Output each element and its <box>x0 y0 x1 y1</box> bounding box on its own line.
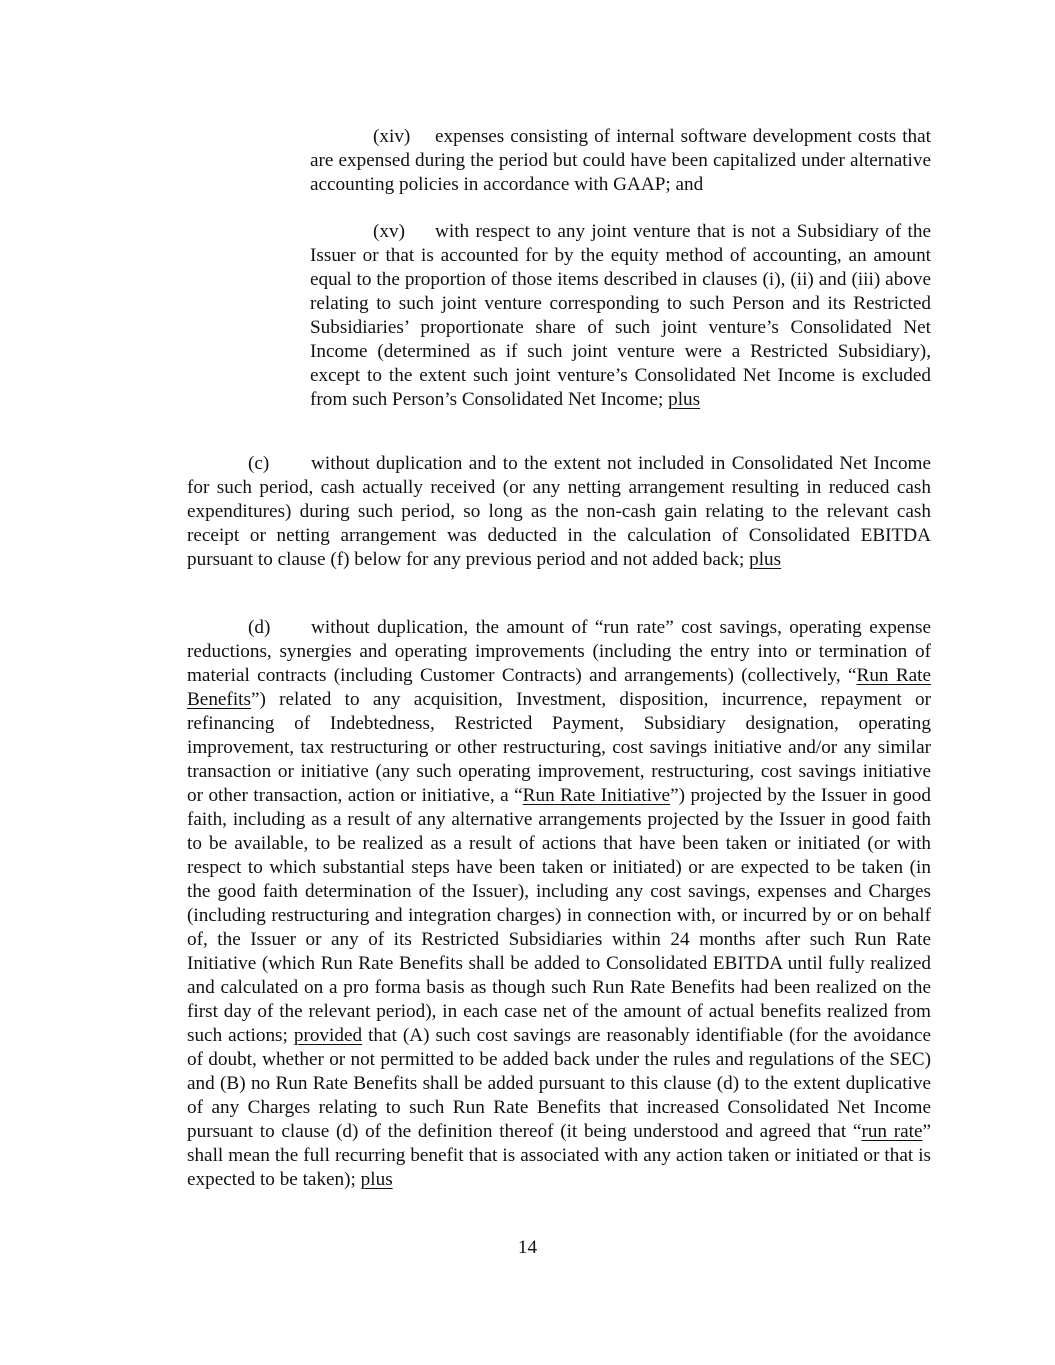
clause-xv-text: with respect to any joint venture that is not a Subsidiary of the Issuer or that is accounted for by the equity method of accounting, an amount equal to the proportion of those items described in clauses (i), (ii) and (iii) above relating to such joint venture corresponding to such Person and its Restricted Subsidiaries’ proportionate share of such joint venture’s Consolidated Net Income (determined as if such joint venture were a Restricted Subsidiary), except to the extent such joint venture’s Consolidated Net Income is excluded from such Person’s Consolidated Net Income; <box>310 221 931 410</box>
term-run-rate-benefits: Run Rate Benefits <box>187 665 931 710</box>
clause-d-text-5: ” shall mean the full recurring benefit that is associated with any action taken or initiated or that is expected to be taken); <box>187 1121 931 1190</box>
clause-c <box>187 452 931 572</box>
clause-d-text-3: ”) projected by the Issuer in good faith, including as a result of any alternative arrangements projected by the Issuer in good faith to be available, to be realized as a result of actions that have been taken or initiated (or with respect to which substantial steps have been taken or initiated) or are expected to be taken (in the good faith determination of the Issuer), including any cost savings, expenses and Charges (including restructuring and integration charges) in connection with, or incurred by or on behalf of, the Issuer or any of its Restricted Subsidiaries within 24 months after such Run Rate Initiative (which Run Rate Benefits shall be added to Consolidated EBITDA until fully realized and calculated on a pro forma basis as though such Run Rate Benefits had been realized on the first day of the relevant period), in each case net of the amount of actual benefits realized from such actions; <box>187 785 931 1046</box>
clause-c-label: (c) <box>248 453 270 474</box>
clause-d-text-1: without duplication, the amount of “run rate” cost savings, operating expense reductions, synergies and operating improvements (including the entry into or termination of material contracts (including Customer Contracts) and arrangements) (collectively, “ <box>187 617 931 686</box>
clause-xv-label: (xv) <box>373 221 405 242</box>
clause-xiv-label: (xiv) <box>373 126 411 147</box>
term-provided: provided <box>293 1025 363 1046</box>
clause-c-text: without duplication and to the extent not included in Consolidated Net Income for such period, cash actually received (or any netting arrangement resulting in reduced cash expenditures) during such period, so long as the non-cash gain relating to the relevant cash receipt or netting arrangement was deducted in the calculation of Consolidated EBITDA pursuant to clause (f) below for any previous period and not added back; <box>187 453 931 570</box>
clause-d-text-2: ”) related to any acquisition, Investment, disposition, incurrence, repayment or refinancing of Indebtedness, Restricted Payment, Subsidiary designation, operating improvement, tax restructuring or other restructuring, cost savings initiative and/or any similar transaction or initiative (any such operating improvement, restructuring, cost savings initiative or other transaction, action or initiative, a “ <box>187 689 931 806</box>
term-run-rate: run rate <box>861 1121 923 1142</box>
clause-c-plus: plus <box>749 549 782 570</box>
clause-d-text-4: that (A) such cost savings are reasonably identifiable (for the avoidance of doubt, whether or not permitted to be added back under the rules and regulations of the SEC) and (B) no Run Rate Benefits shall be added pursuant to this clause (d) to the extent duplicative of any Charges relating to such Run Rate Benefits that increased Consolidated Net Income pursuant to clause (d) of the definition thereof (it being understood and agreed that “ <box>187 1025 931 1142</box>
clause-xv <box>310 220 931 412</box>
term-run-rate-initiative: Run Rate Initiative <box>522 785 671 806</box>
clause-xiv <box>310 125 931 197</box>
clause-d <box>187 616 931 1192</box>
clause-xv-plus: plus <box>668 389 701 410</box>
clause-d-label: (d) <box>248 617 271 638</box>
clause-xiv-text: expenses consisting of internal software development costs that are expensed during the period but could have been capitalized under alternative accounting policies in accordance with GAAP; and <box>310 126 931 195</box>
clause-d-plus: plus <box>360 1169 393 1190</box>
page-number: 14 <box>517 1237 538 1258</box>
